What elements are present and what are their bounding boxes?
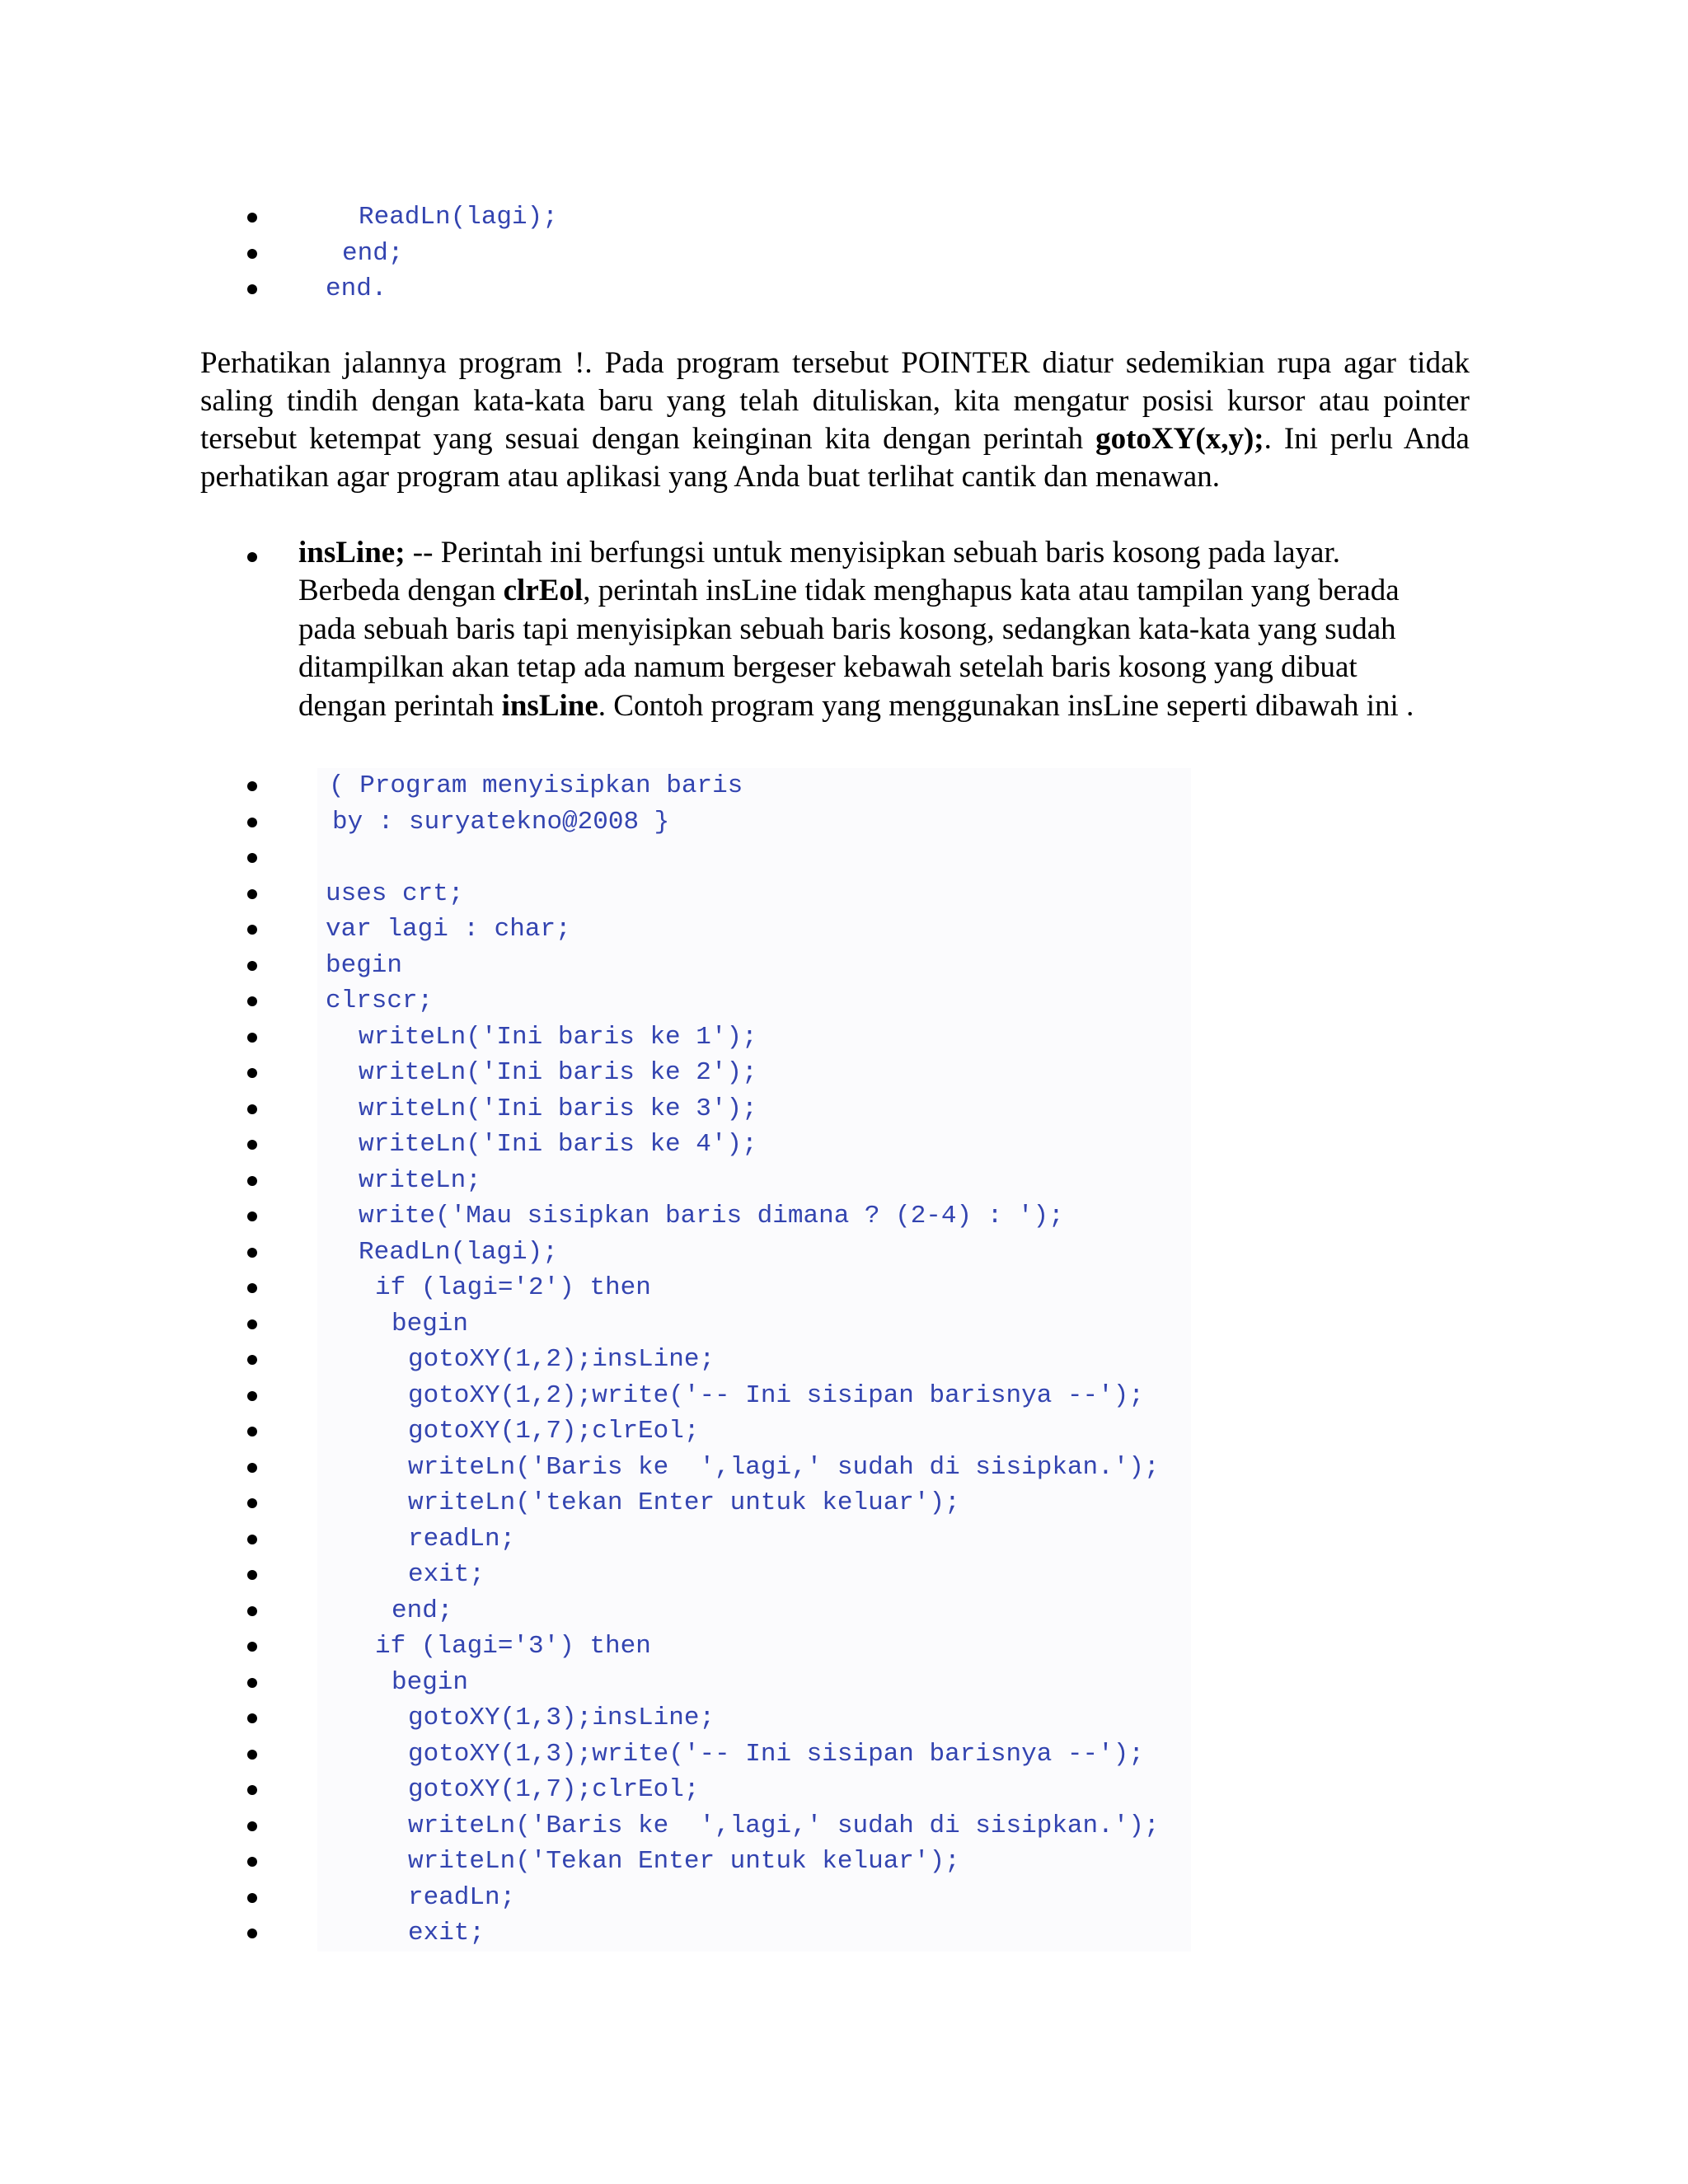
code-line-background <box>317 948 1191 984</box>
bullet-icon <box>247 1713 257 1723</box>
bullet-icon <box>247 1606 257 1616</box>
bullet-icon <box>247 961 257 971</box>
code-text: var lagi : char; <box>326 915 571 944</box>
bullet-icon <box>247 1929 257 1938</box>
bullet-icon <box>247 1033 257 1043</box>
code-text: writeLn('Ini baris ke 1'); <box>359 1022 757 1052</box>
bullet-icon <box>247 925 257 935</box>
bullet-icon <box>247 1463 257 1473</box>
bullet-icon <box>247 1821 257 1831</box>
code-text: gotoXY(1,3);write('-- Ini sisipan barisnya --'); <box>408 1739 1144 1769</box>
bullet-icon <box>247 1785 257 1795</box>
code-text: ( Program menyisipkan baris <box>329 771 743 800</box>
bullet-icon <box>247 1391 257 1401</box>
code-text: gotoXY(1,7);clrEol; <box>408 1775 700 1804</box>
code-text: writeLn('Baris ke ',lagi,' sudah di sisipkan.'); <box>408 1811 1160 1840</box>
bullet-icon <box>247 781 257 791</box>
code-text: readLn; <box>408 1524 516 1554</box>
insline-text-3: . Contoh program yang menggunakan insLine seperti dibawah ini . <box>598 688 1414 723</box>
insline-bold-term: insLine <box>501 688 598 723</box>
bullet-icon <box>247 1750 257 1760</box>
bullet-icon <box>247 213 257 223</box>
code-text: gotoXY(1,2);insLine; <box>408 1345 715 1374</box>
code-line-background <box>317 983 1191 1019</box>
bullet-icon <box>247 1104 257 1114</box>
bullet-icon <box>247 1498 257 1508</box>
code-text: write('Mau sisipkan baris dimana ? (2-4) : '); <box>359 1202 1064 1230</box>
code-text: end; <box>392 1596 453 1625</box>
bullet-icon <box>247 1176 257 1186</box>
code-text: writeLn('Baris ke ',lagi,' sudah di sisipkan.'); <box>408 1452 1160 1482</box>
bullet-icon <box>247 1140 257 1150</box>
insline-text-2: , perintah insLine tidak menghapus kata atau tampilan yang berada pada sebuah baris tapi menyisipkan sebuah baris kosong, sedangkan kata-kata yang sudah ditampilkan akan tetap ada namum bergeser kebawah setelah baris kosong yang dibuat dengan perintah <box>298 574 1400 723</box>
code-text: end. <box>326 274 387 303</box>
code-text: gotoXY(1,7);clrEol; <box>408 1417 700 1446</box>
insline-description <box>298 534 1444 725</box>
code-text: exit; <box>408 1560 485 1589</box>
code-text: end; <box>342 238 404 268</box>
code-text: begin <box>326 950 403 980</box>
paragraph-text-2: . Ini perlu Anda perhatikan agar program atau aplikasi yang Anda buat terlihat cantik dan menawan. <box>200 422 1470 494</box>
code-text: readLn; <box>408 1882 516 1912</box>
bullet-icon <box>247 1642 257 1652</box>
bullet-icon <box>247 889 257 899</box>
bullet-icon <box>247 552 257 562</box>
code-text: exit; <box>408 1919 485 1947</box>
bullet-icon <box>247 1857 257 1867</box>
bullet-icon <box>247 1570 257 1580</box>
bullet-icon <box>247 818 257 827</box>
clreol-term: clrEol <box>503 574 584 608</box>
code-text: begin <box>392 1309 469 1338</box>
code-text: if (lagi='3') then <box>375 1632 651 1661</box>
bullet-icon <box>247 284 257 294</box>
code-text: writeLn('tekan Enter untuk keluar'); <box>408 1488 960 1517</box>
bullet-icon <box>247 996 257 1006</box>
code-line-background <box>317 840 1191 876</box>
code-text: gotoXY(1,3);insLine; <box>408 1704 715 1732</box>
code-text: clrscr; <box>326 987 434 1015</box>
insline-term: insLine; <box>298 536 406 569</box>
code-text: by : suryatekno@2008 } <box>332 807 670 837</box>
bullet-icon <box>247 1355 257 1365</box>
bullet-icon <box>247 1678 257 1688</box>
code-text: writeLn('Ini baris ke 2'); <box>359 1058 757 1087</box>
code-text: if (lagi='2') then <box>375 1273 651 1302</box>
bullet-icon <box>247 1248 257 1258</box>
code-text: writeLn('Ini baris ke 3'); <box>359 1094 757 1123</box>
bullet-icon <box>247 1068 257 1078</box>
bullet-icon <box>247 249 257 259</box>
code-text: uses crt; <box>326 879 464 908</box>
bullet-icon <box>247 1319 257 1329</box>
bullet-icon <box>247 1427 257 1436</box>
gotoxy-command: gotoXY(x,y); <box>1095 422 1264 456</box>
bullet-icon <box>247 853 257 863</box>
paragraph-text-1: Perhatikan jalannya program !. Pada program tersebut POINTER diatur sedemikian rupa agar tidak saling tindih dengan kata-kata baru yang telah dituliskan, kita mengatur posisi kursor atau pointer tersebut ketempat yang sesuai dengan keinginan kita dengan perintah <box>200 346 1470 456</box>
explanation-paragraph <box>200 344 1470 496</box>
bullet-icon <box>247 1283 257 1293</box>
code-text: ReadLn(lagi); <box>359 203 558 232</box>
code-text: writeLn('Tekan Enter untuk keluar'); <box>408 1847 960 1876</box>
bullet-icon <box>247 1212 257 1221</box>
code-text: writeLn('Ini baris ke 4'); <box>359 1130 757 1159</box>
code-text: gotoXY(1,2);write('-- Ini sisipan barisnya --'); <box>408 1380 1144 1410</box>
code-text: ReadLn(lagi); <box>359 1237 558 1267</box>
bullet-icon <box>247 1893 257 1903</box>
code-text: begin <box>392 1667 469 1697</box>
bullet-icon <box>247 1535 257 1544</box>
insline-text-1: -- Perintah ini berfungsi untuk menyisipkan sebuah baris kosong pada layar. Berbeda dengan <box>298 536 1340 608</box>
code-text: writeLn; <box>359 1165 481 1195</box>
